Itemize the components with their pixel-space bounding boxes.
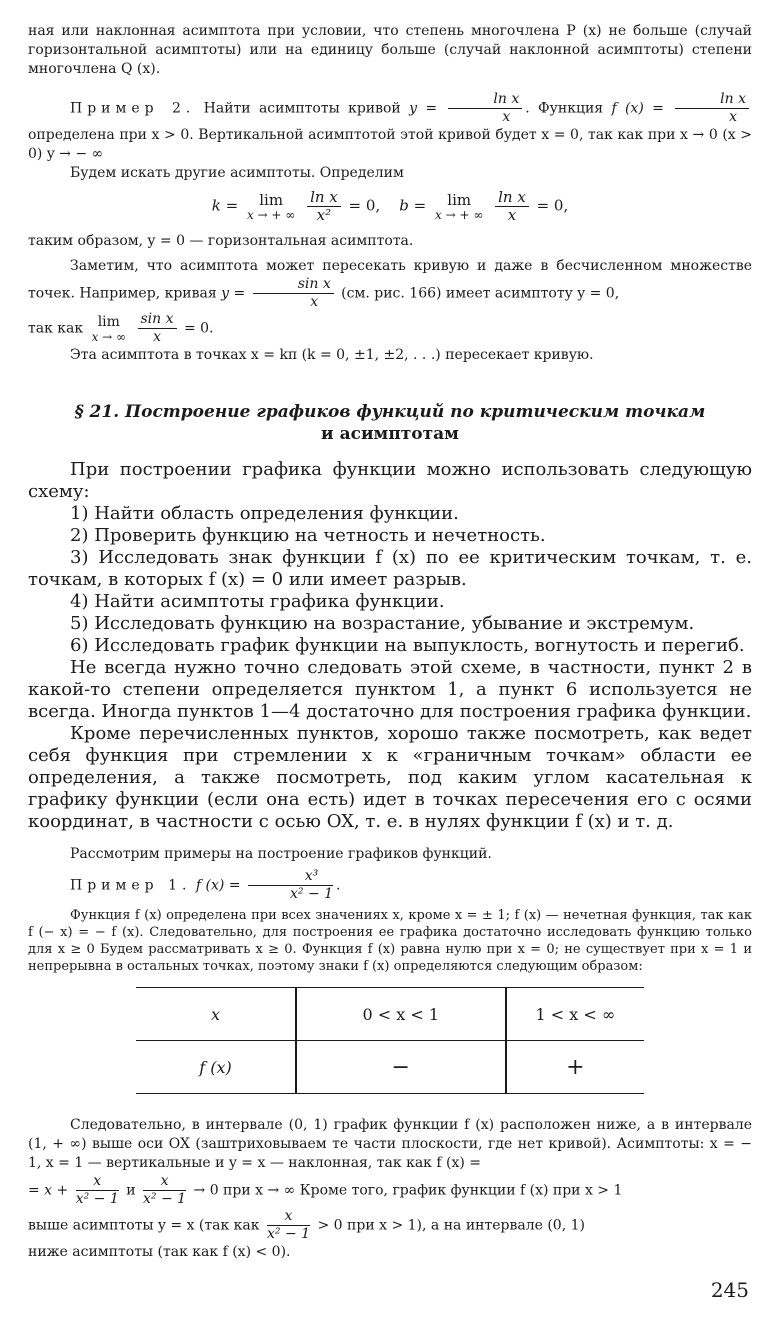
table-cell: 0 < x < 1: [296, 988, 506, 1041]
conclusion-last-line: ниже асимптоты (так как f (x) < 0).: [28, 1244, 291, 1260]
scheme-paragraph-1: Не всегда нужно точно следовать этой схеме, в частности, пункт 2 в какой-то степени определяется пунктом 1, а пункт 6 используется не всегда. Иногда пунктов 1—4 достаточно для построения графика функции.: [28, 657, 752, 722]
fraction-lnx-x: $\frac{\text{ln x}}{x}$: [448, 91, 522, 126]
intersection-points-text: Эта асимптота в точках x = kπ (k = 0, ±1, ±2, . . .) пересекает кривую.: [70, 347, 594, 363]
conclusion-formula-line: = x + $\frac{x}{\text{x² − 1}}$ и $\frac{x}{\text{x² − 1}}$ → 0 при x → ∞ Кроме того, график функции f (x) при x > 1: [28, 1173, 623, 1207]
example1-statement: Пример 1. f (x) = $\frac{\text{x³}}{\text{x² − 1}}$ .: [70, 868, 341, 902]
page-body: [28, 22, 752, 1262]
example1-label: Пример 1.: [70, 877, 192, 894]
section-title: § 21. Построение графиков функций по критическим точкам: [74, 402, 706, 422]
list-item: 4) Найти асимптоты графика функции.: [70, 591, 445, 612]
conclusion-asymptote-line: выше асимптоты y = x (так как $\frac{x}{\text{x² − 1}}$ > 0 при x > 1), а на интервале (0, 1): [28, 1208, 585, 1242]
section-heading: [28, 401, 752, 445]
fraction-lnx-x-2: $\frac{\text{ln x}}{x}$: [675, 91, 749, 126]
scheme-list: [28, 503, 752, 657]
scheme-paragraph-2: Кроме перечисленных пунктов, хорошо также посмотреть, как ведет себя функция при стремлении x к «граничным точкам» области ее определения, а также посмотреть, под каким углом касательная к графику функции (если она есть) идет в точках пересечения его с осями координат, в частности с осью OX, т. е. в нулях функции f (x) и т. д.: [28, 723, 752, 832]
example2-label: Пример 2.: [70, 100, 196, 117]
table-cell: +: [506, 1041, 644, 1094]
example2-next: Будем искать другие асимптоты. Определим: [70, 165, 404, 181]
table-cell: x: [210, 1004, 220, 1024]
example1-analysis: Функция f (x) определена при всех значениях x, кроме x = ± 1; f (x) — нечетная функция, так как f (− x) = − f (x). Следовательно, для построения ее графика достаточно исследовать функцию только для x ≥ 0 Будем рассматривать x ≥ 0. Функция f (x) равна нулю при x = 0; не существует при x = 1 и непрерывна в остальных точках, поэтому знаки f (x) определяются следующим образом:: [28, 908, 752, 974]
list-item: 3) Исследовать знак функции f (x) по ее критическим точкам, т. е. точкам, в которых f (x) = 0 или имеет разрыв.: [28, 547, 752, 590]
page-number: 245: [710, 1278, 749, 1302]
list-item: 2) Проверить функцию на четность и нечетность.: [70, 525, 546, 546]
conclusion-paragraph: Следовательно, в интервале (0, 1) график функции f (x) расположен ниже, а в интервале (1, + ∞) выше оси OX (заштриховываем те части плоскости, где нет кривой). Асимптоты: x = − 1, x = 1 — вертикальные и y = x — наклонная, так как f (x) =: [28, 1117, 752, 1171]
limits-formula: k = lim x → + ∞ $\frac{\text{ln x}}{\text{x²}}$ = 0, b = lim x → + ∞ $\frac{\text{ln x}}{x}$ = 0,: [211, 188, 569, 224]
section-subtitle: и асимптотам: [321, 424, 459, 444]
table-row: [136, 988, 644, 1041]
examples-lead: Рассмотрим примеры на построение графиков функций.: [70, 846, 492, 862]
example2-statement: Пример 2. Найти асимптоты кривой y = $\frac{\text{ln x}}{x}$ . Функция f (x) = $\frac{\text{ln x}}{x}$ определена при x > 0. Вертикальной асимптотой этой кривой будет x = 0, так как при x → 0 (x > 0) y → − ∞: [28, 91, 752, 162]
scheme-lead: При построении графика функции можно использовать следующую схему:: [28, 459, 752, 502]
intersection-remark: Заметим, что асимптота может пересекать кривую и даже в бесчисленном множестве точек. Например, кривая y = $\frac{\text{sin x}}{x}$ (см. рис. 166) имеет асимптоту y = 0,: [28, 258, 752, 310]
list-item: 5) Исследовать функцию на возрастание, убывание и экстремум.: [70, 613, 695, 634]
table-row: [136, 1041, 644, 1094]
horizontal-asymptote-text: таким образом, y = 0 — горизонтальная асимптота.: [28, 233, 414, 249]
list-item: 6) Исследовать график функции на выпуклость, вогнутость и перегиб.: [70, 635, 745, 656]
table-cell: −: [296, 1041, 506, 1094]
sign-table: [136, 987, 644, 1094]
intro-paragraph: ная или наклонная асимптота при условии, что степень многочлена P (x) не больше (случай горизонтальной асимптоты) или на единицу больше (случай наклонной асимптоты) степени многочлена Q (x).: [28, 23, 752, 77]
table-cell: 1 < x < ∞: [506, 988, 644, 1041]
list-item: 1) Найти область определения функции.: [70, 503, 459, 524]
table-cell: f (x): [199, 1057, 232, 1077]
sin-limit-line: так как lim x → ∞ $\frac{\text{sin x}}{x}$ = 0.: [28, 311, 214, 345]
